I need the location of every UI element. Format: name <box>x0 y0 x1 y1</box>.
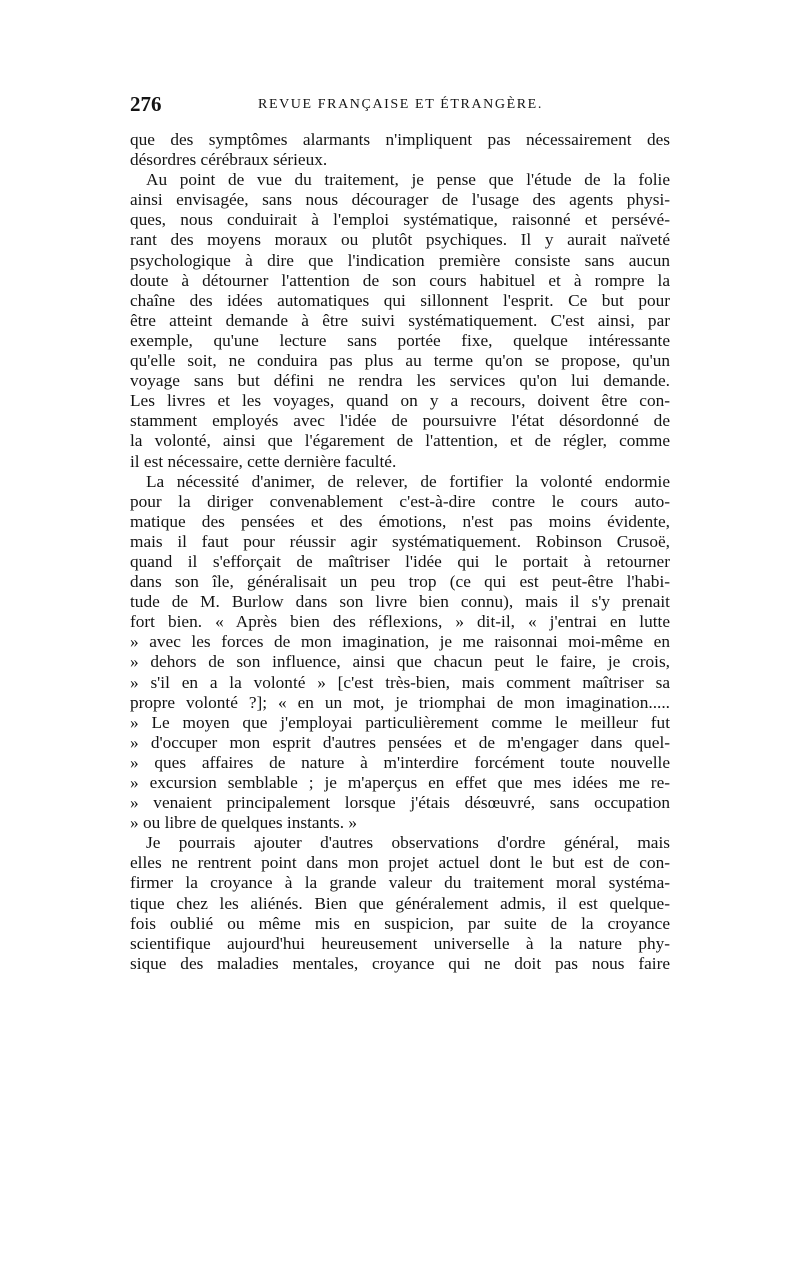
text-line: matique des pensées et des émotions, n'est pas moins évidente, <box>130 511 670 531</box>
text-line: » ques affaires de nature à m'interdire forcément toute nouvelle <box>130 752 670 772</box>
text-line: ainsi envisagée, sans nous décourager de l'usage des agents physi- <box>130 190 670 210</box>
text-line: sique des maladies mentales, croyance qui ne doit pas nous faire <box>130 953 670 973</box>
text-line: la volonté, ainsi que l'égarement de l'attention, et de régler, comme <box>130 431 670 451</box>
text-line: voyage sans but défini ne rendra les services qu'on lui demande. <box>130 371 670 391</box>
text-line: il est nécessaire, cette dernière faculté. <box>130 451 397 471</box>
text-line: que des symptômes alarmants n'impliquent pas nécessairement des <box>130 130 670 149</box>
body-text <box>130 130 670 974</box>
text-line: quand il s'efforçait de maîtriser l'idée qui le portait à retourner <box>130 551 670 571</box>
text-line: tude de M. Burlow dans son livre bien connu), mais il s'y prenait <box>130 592 670 612</box>
page-number: 276 <box>130 92 162 116</box>
text-line: » venaient principalement lorsque j'étais désœuvré, sans occupation <box>130 793 670 813</box>
text-line: firmer la croyance à la grande valeur du traitement moral systéma- <box>130 873 670 893</box>
running-title: REVUE FRANÇAISE ET ÉTRANGÈRE. <box>258 97 543 112</box>
text-line: qu'elle soit, ne conduira pas plus au terme qu'on se propose, qu'un <box>130 351 670 371</box>
text-line: » ou libre de quelques instants. » <box>130 813 358 833</box>
text-line: Je pourrais ajouter d'autres observations d'ordre général, mais <box>146 833 670 853</box>
text-line: Au point de vue du traitement, je pense que l'étude de la folie <box>146 170 670 190</box>
text-line: dans son île, généralisait un peu trop (ce qui est peut-être l'habi- <box>130 572 670 592</box>
text-line: Les livres et les voyages, quand on y a recours, doivent être con- <box>130 391 670 411</box>
text-line: fort bien. « Après bien des réflexions, » dit-il, « j'entrai en lutte <box>130 612 670 632</box>
running-head <box>130 92 670 120</box>
text-line: » d'occuper mon esprit d'autres pensées et de m'engager dans quel- <box>130 732 670 752</box>
text-line: désordres cérébraux sérieux. <box>130 150 328 170</box>
text-line: » dehors de son influence, ainsi que chacun peut le faire, je crois, <box>130 652 670 672</box>
text-line: psychologique à dire que l'indication première consiste sans aucun <box>130 250 670 270</box>
text-line: ques, nous conduirait à l'emploi systématique, raisonné et persévé- <box>130 210 670 230</box>
text-line: » s'il en a la volonté » [c'est très-bien, mais comment maîtriser sa <box>130 672 670 692</box>
text-line: doute à détourner l'attention de son cours habituel et à rompre la <box>130 270 670 290</box>
text-line: elles ne rentrent point dans mon projet actuel dont le but est de con- <box>130 853 670 873</box>
text-line: » excursion semblable ; je m'aperçus en effet que mes idées me re- <box>130 773 670 792</box>
text-line: rant des moyens moraux ou plutôt psychiques. Il y aurait naïveté <box>130 230 670 250</box>
text-line: être atteint demande à être suivi systématiquement. C'est ainsi, par <box>130 310 670 330</box>
text-line: La nécessité d'animer, de relever, de fortifier la volonté endormie <box>146 471 670 491</box>
text-line: exemple, qu'une lecture sans portée fixe, quelque intéressante <box>130 330 670 350</box>
text-line: » Le moyen que j'employai particulièrement comme le meilleur fut <box>130 712 670 732</box>
text-line: chaîne des idées automatiques qui sillonnent l'esprit. Ce but pour <box>130 290 670 310</box>
text-line: scientifique aujourd'hui heureusement universelle à la nature phy- <box>130 933 670 953</box>
text-line: pour la diriger convenablement c'est-à-dire contre le cours auto- <box>130 491 670 511</box>
text-line: tique chez les aliénés. Bien que généralement admis, il est quelque- <box>130 893 670 913</box>
book-page <box>130 92 670 974</box>
text-line: stamment employés avec l'idée de poursuivre l'état désordonné de <box>130 411 670 431</box>
text-line: fois oublié ou même mis en suspicion, par suite de la croyance <box>130 913 670 933</box>
text-line: » avec les forces de mon imagination, je me raisonnai moi-même en <box>130 632 670 652</box>
text-line: propre volonté ?]; « en un mot, je triomphai de mon imagination..... <box>130 692 670 712</box>
text-line: mais il faut pour réussir agir systématiquement. Robinson Crusoë, <box>130 531 670 551</box>
